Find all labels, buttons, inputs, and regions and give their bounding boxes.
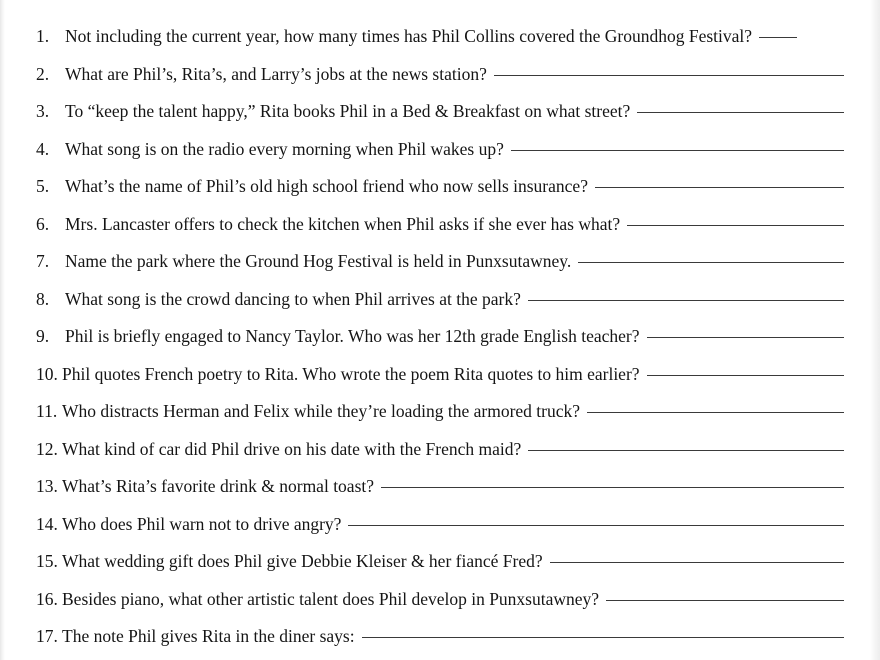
question-text: The note Phil gives Rita in the diner says:: [62, 626, 355, 646]
answer-blank[interactable]: [528, 281, 844, 305]
question-text: What are Phil’s, Rita’s, and Larry’s jobs at the news station?: [65, 63, 487, 84]
answer-blank[interactable]: [627, 206, 844, 230]
answer-blank[interactable]: [595, 168, 844, 192]
question-number: 4.: [36, 138, 50, 159]
question-row: [36, 431, 844, 461]
question-number: 10.: [36, 363, 58, 384]
question-row: [36, 618, 844, 648]
answer-blank[interactable]: [348, 506, 844, 530]
question-text: Not including the current year, how many times has Phil Collins covered the Groundhog Festival?: [65, 26, 753, 46]
question-text: What song is the crowd dancing to when Phil arrives at the park?: [65, 288, 521, 309]
question-row: [36, 206, 844, 236]
question-number: 6.: [36, 213, 50, 234]
question-number: 17.: [36, 626, 58, 646]
question-text: What kind of car did Phil drive on his date with the French maid?: [62, 438, 522, 459]
question-number: 3.: [36, 101, 50, 121]
question-number: 11.: [36, 401, 58, 421]
question-row: [36, 243, 844, 273]
question-number: 5.: [36, 176, 50, 196]
question-number: 13.: [36, 476, 58, 496]
question-number: 9.: [36, 326, 50, 346]
question-text: Mrs. Lancaster offers to check the kitchen when Phil asks if she ever has what?: [65, 213, 621, 234]
answer-blank[interactable]: [637, 93, 844, 117]
question-text: What’s Rita’s favorite drink & normal toast?: [62, 476, 375, 496]
question-text: Besides piano, what other artistic talent does Phil develop in Punxsutawney?: [62, 588, 600, 609]
question-row: [36, 356, 844, 386]
answer-blank[interactable]: [606, 581, 844, 605]
answer-blank[interactable]: [550, 543, 844, 567]
question-text: Who does Phil warn not to drive angry?: [62, 513, 342, 534]
worksheet-heading-clipped: [0, 0, 880, 14]
question-number: 12.: [36, 438, 58, 459]
question-row: [36, 131, 844, 161]
question-text: To “keep the talent happy,” Rita books Phil in a Bed & Breakfast on what street?: [65, 101, 631, 121]
question-number: 2.: [36, 63, 50, 84]
answer-blank[interactable]: [381, 468, 844, 492]
answer-blank[interactable]: [362, 618, 844, 642]
answer-blank[interactable]: [494, 56, 844, 80]
question-row: [36, 56, 844, 86]
answer-blank[interactable]: [647, 318, 845, 342]
question-row: [36, 543, 844, 573]
question-row: [36, 393, 844, 423]
question-row: [36, 506, 844, 536]
question-text: Who distracts Herman and Felix while they’re loading the armored truck?: [62, 401, 581, 421]
answer-blank[interactable]: [759, 18, 797, 42]
question-number: 7.: [36, 251, 50, 271]
question-text: What wedding gift does Phil give Debbie Kleiser & her fiancé Fred?: [62, 551, 543, 571]
question-number: 16.: [36, 588, 58, 609]
question-text: What’s the name of Phil’s old high school friend who now sells insurance?: [65, 176, 588, 196]
answer-blank[interactable]: [578, 243, 844, 267]
question-row: [36, 93, 844, 123]
question-text: What song is on the radio every morning when Phil wakes up?: [65, 138, 504, 159]
question-text: Phil quotes French poetry to Rita. Who wrote the poem Rita quotes to him earlier?: [62, 363, 640, 384]
answer-blank[interactable]: [647, 356, 844, 380]
question-number: 15.: [36, 551, 58, 571]
answer-blank[interactable]: [511, 131, 844, 155]
answer-blank[interactable]: [528, 431, 844, 455]
question-number: 1.: [36, 26, 50, 46]
question-text: Name the park where the Ground Hog Festival is held in Punxsutawney.: [65, 251, 572, 271]
question-row: [36, 581, 844, 611]
question-number: 8.: [36, 288, 50, 309]
question-number: 14.: [36, 513, 58, 534]
question-row: [36, 318, 844, 348]
question-row: [36, 168, 844, 198]
question-row: [36, 281, 844, 311]
answer-blank[interactable]: [587, 393, 844, 417]
question-row: [36, 18, 844, 48]
question-text: Phil is briefly engaged to Nancy Taylor. Who was her 12th grade English teacher?: [65, 326, 640, 346]
question-row: [36, 468, 844, 498]
